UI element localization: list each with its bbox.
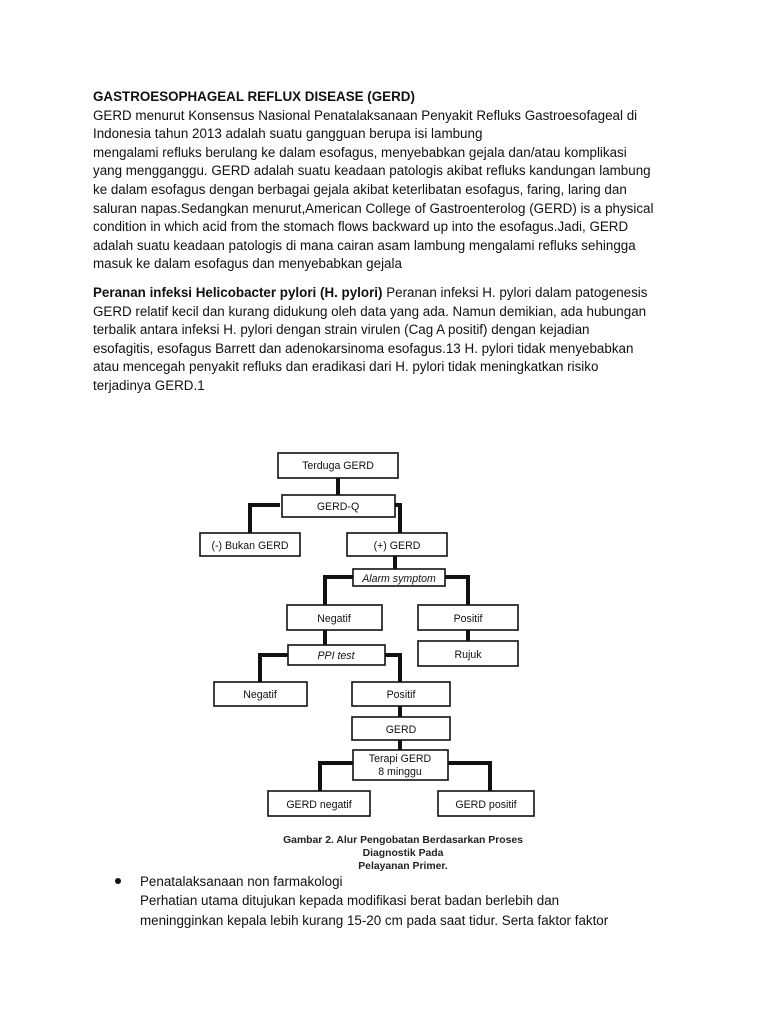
connector (250, 505, 280, 533)
paragraph-line: masuk ke dalam esofagus dan menyebabkan gejala (93, 256, 402, 272)
connector (448, 763, 490, 791)
paragraph-line: Indonesia tahun 2013 adalah suatu gangguan berupa isi lambung (93, 126, 483, 142)
hpylori-section (93, 284, 693, 396)
paragraph-line: ke dalam esofagus dengan berbagai gejala akibat keterlibatan esofagus, faring, laring dan (93, 181, 627, 197)
box-label: GERD (385, 724, 417, 736)
box-label: Negatif (317, 613, 351, 625)
bullet-line: meningginkan kepala lebih kurang 15-20 cm pada saat tidur. Serta faktor faktor (140, 912, 609, 928)
box-positif-2 (352, 682, 450, 706)
box-gerd-negatif (268, 791, 370, 816)
connector (260, 655, 288, 682)
box-label: 8 minggu (378, 766, 422, 778)
box-label: Negatif (243, 689, 277, 701)
document-heading: GASTROESOPHAGEAL REFLUX DISEASE (GERD) (93, 89, 415, 104)
diagnostic-flowchart (190, 445, 550, 830)
caption-line: Gambar 2. Alur Pengobatan Berdasarkan Proses Diagnostik Pada (283, 835, 523, 859)
lead-rest: Peranan infeksi H. pylori dalam patogenesis (382, 285, 648, 300)
box-negatif-1 (287, 605, 382, 630)
box-label: Terduga GERD (302, 460, 374, 472)
box-label: Positif (453, 613, 483, 625)
paragraph-line: GERD relatif kecil dan kurang didukung oleh data yang ada. Namun demikian, ada hubungan (93, 303, 647, 319)
box-gerd-positif (438, 791, 534, 816)
box-label: GERD-Q (316, 501, 360, 513)
flow-connectors (250, 478, 490, 791)
box-label: GERD positif (455, 799, 517, 811)
box-label: PPI test (317, 650, 355, 662)
bullet-title: Penatalaksanaan non farmakologi (140, 874, 343, 889)
box-negatif-2 (214, 682, 307, 706)
box-plus-gerd (347, 533, 447, 556)
intro-section (93, 88, 693, 274)
paragraph-line: mengalami refluks berulang ke dalam esofagus, menyebabkan gejala dan/atau komplikasi (93, 144, 627, 160)
box-label: Rujuk (454, 649, 482, 661)
box-label: Alarm symptom (362, 573, 436, 585)
box-label: Terapi GERD (368, 753, 432, 765)
box-rujuk (418, 641, 518, 666)
bullet-line: Perhatian utama ditujukan kepada modifikasi berat badan berlebih dan (140, 893, 560, 909)
connector (385, 655, 400, 682)
box-gerd (352, 717, 450, 740)
paragraph-line: GERD menurut Konsensus Nasional Penatalaksanaan Penyakit Refluks Gastroesofageal di (93, 107, 638, 123)
paragraph-line: adalah suatu keadaan patologis di mana cairan asam lambung mengalami refluks sehingga (93, 237, 636, 253)
box-alarm-symptom (353, 569, 445, 586)
bullet-text (140, 872, 680, 930)
section-lead: Peranan infeksi Helicobacter pylori (H. pylori) (93, 285, 383, 300)
box-gerdq (282, 495, 395, 517)
paragraph-line: terbalik antara infeksi H. pylori dengan strain virulen (Cag A positif) dengan kejadian (93, 322, 590, 338)
caption-line: Pelayanan Primer. (358, 861, 448, 872)
box-ppi-test (288, 645, 385, 665)
bullet-dot-icon (115, 878, 121, 884)
paragraph-line: terjadinya GERD.1 (93, 377, 205, 393)
paragraph-line: condition in which acid from the stomach flows backward up into the esofagus.Jadi, GERD (93, 219, 629, 235)
box-label: Positif (386, 689, 416, 701)
box-terapi-gerd (353, 750, 448, 780)
connector (325, 577, 353, 605)
box-terduga (278, 453, 398, 478)
box-label: (-) Bukan GERD (211, 540, 289, 552)
figure-caption (258, 834, 548, 873)
box-positif-1 (418, 605, 518, 630)
paragraph-line: esofagitis, esofagus Barrett dan adenokarsinoma esofagus.13 H. pylori tidak menyebabkan (93, 340, 634, 356)
paragraph-line: saluran napas.Sedangkan menurut,American College of Gastroenterolog (GERD) is a physical (93, 200, 654, 216)
box-label: GERD negatif (286, 799, 352, 811)
connector (320, 763, 353, 791)
paragraph-line: yang mengganggu. GERD adalah suatu keadaan patologis akibat refluks kandungan lambung (93, 163, 651, 179)
box-label: (+) GERD (373, 540, 421, 552)
paragraph-line (93, 284, 693, 303)
box-bukan-gerd (200, 533, 300, 556)
connector (445, 577, 468, 605)
paragraph-line: atau mencegah penyakit refluks dan eradikasi dari H. pylori tidak meningkatkan risiko (93, 359, 599, 375)
